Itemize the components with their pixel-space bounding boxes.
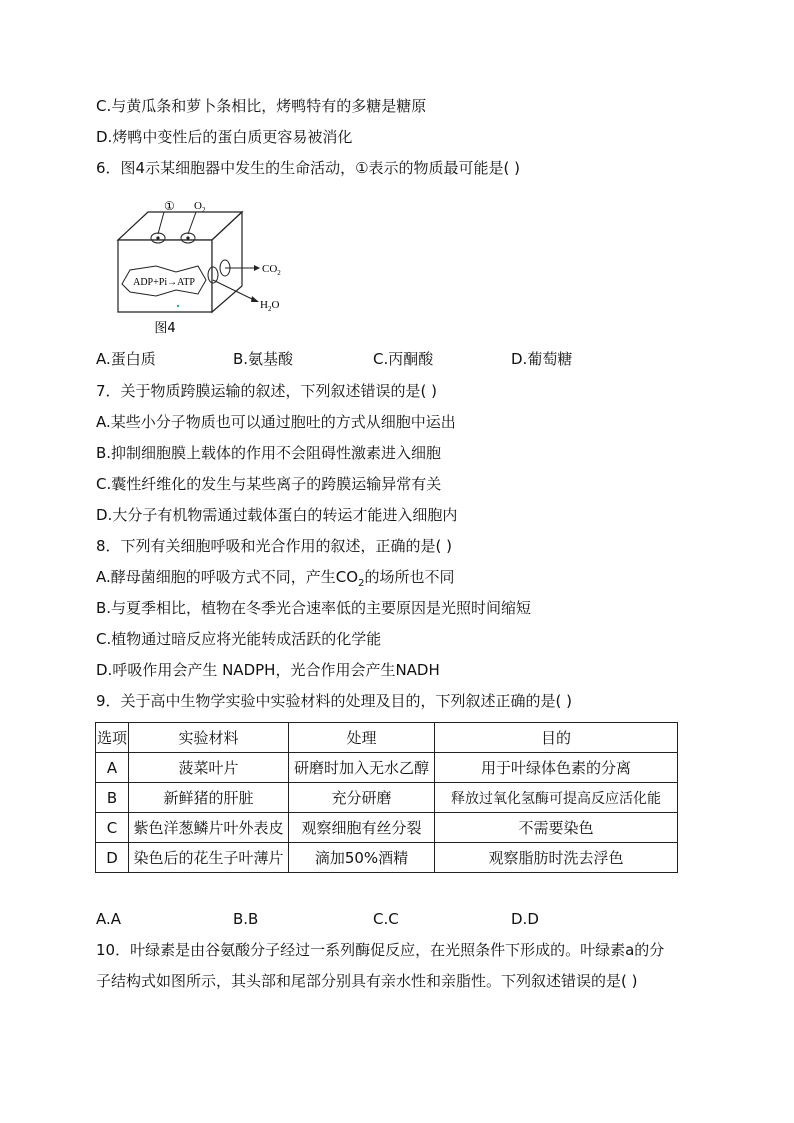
q6-option-a: A.蛋白质 — [96, 350, 156, 368]
q6-option-c: C.丙酮酸 — [373, 350, 434, 368]
table-cell: D — [96, 843, 129, 873]
table-cell: 观察脂肪时洗去浮色 — [435, 843, 678, 873]
table-cell: 紫色洋葱鳞片叶外表皮 — [129, 813, 289, 843]
table-cell: 不需要染色 — [435, 813, 678, 843]
figure-caption: 图4 — [154, 321, 176, 334]
q10-stem-line-2: 子结构式如图所示，其头部和尾部分别具有亲水性和亲脂性。下列叙述错误的是( ) — [96, 972, 638, 990]
table-header: 处理 — [289, 723, 435, 753]
table-row — [96, 783, 678, 813]
q8-stem: 8．下列有关细胞呼吸和光合作用的叙述，正确的是( ) — [96, 537, 453, 555]
label-h2o: $H_2O$ — [260, 299, 280, 313]
q6-option-d: D.葡萄糖 — [511, 350, 573, 368]
table-row — [96, 813, 678, 843]
table-header: 实验材料 — [129, 723, 289, 753]
q7-option-c: C.囊性纤维化的发生与某些离子的跨膜运输异常有关 — [96, 475, 442, 493]
table-header-row — [96, 723, 678, 753]
q5-option-d: D.烤鸭中变性后的蛋白质更容易被消化 — [96, 128, 353, 146]
q5-option-c: C.与黄瓜条和萝卜条相比，烤鸭特有的多糖是糖原 — [96, 97, 427, 115]
label-co2: $CO_2$ — [262, 263, 281, 277]
table-cell: 释放过氧化氢酶可提高反应活化能 — [435, 783, 678, 813]
q8-option-b: B.与夏季相比，植物在冬季光合速率低的主要原因是光照时间缩短 — [96, 599, 532, 617]
organelle-figure — [112, 194, 302, 334]
table-cell: 用于叶绿体色素的分离 — [435, 753, 678, 783]
table-cell: 新鲜猪的肝脏 — [129, 783, 289, 813]
q9-option-a: A.A — [96, 910, 122, 928]
label-circled-1: ① — [164, 199, 175, 213]
q10-stem-line-1: 10．叶绿素是由谷氨酸分子经过一系列酶促反应，在光照条件下形成的。叶绿素a的分 — [96, 941, 665, 959]
q8-option-d: D.呼吸作用会产生 NADPH，光合作用会产生NADH — [96, 661, 440, 679]
table-cell: 充分研磨 — [289, 783, 435, 813]
reaction-text: ADP+Pi→ATP — [133, 277, 195, 288]
q6-stem: 6．图4示某细胞器中发生的生命活动，①表示的物质最可能是( ) — [96, 159, 521, 177]
table-cell: B — [96, 783, 129, 813]
q9-option-d: D.D — [511, 910, 539, 928]
label-o2: $O_2$ — [194, 200, 206, 214]
q9-option-c: C.C — [373, 910, 399, 928]
q6-option-b: B.氨基酸 — [233, 350, 294, 368]
q7-option-b: B.抑制细胞膜上载体的作用不会阻碍性激素进入细胞 — [96, 444, 442, 462]
table-cell: 菠菜叶片 — [129, 753, 289, 783]
table-cell: 染色后的花生子叶薄片 — [129, 843, 289, 873]
q8-option-a: A.酵母菌细胞的呼吸方式不同，产生$CO_2$的场所也不同 — [96, 568, 455, 589]
q7-option-d: D.大分子有机物需通过载体蛋白的转运才能进入细胞内 — [96, 506, 458, 524]
q7-option-a: A.某些小分子物质也可以通过胞吐的方式从细胞中运出 — [96, 413, 456, 431]
table-row — [96, 843, 678, 873]
q9-option-b: B.B — [233, 910, 259, 928]
table-header: 目的 — [435, 723, 678, 753]
q9-table — [95, 722, 678, 873]
table-cell: 滴加50%酒精 — [289, 843, 435, 873]
table-row — [96, 753, 678, 783]
table-cell: 研磨时加入无水乙醇 — [289, 753, 435, 783]
table-cell: A — [96, 753, 129, 783]
q7-stem: 7．关于物质跨膜运输的叙述，下列叙述错误的是( ) — [96, 382, 438, 400]
table-cell: 观察细胞有丝分裂 — [289, 813, 435, 843]
q8-option-c: C.植物通过暗反应将光能转成活跃的化学能 — [96, 630, 382, 648]
table-header: 选项 — [96, 723, 129, 753]
q9-stem: 9．关于高中生物学实验中实验材料的处理及目的，下列叙述正确的是( ) — [96, 692, 573, 710]
table-cell: C — [96, 813, 129, 843]
